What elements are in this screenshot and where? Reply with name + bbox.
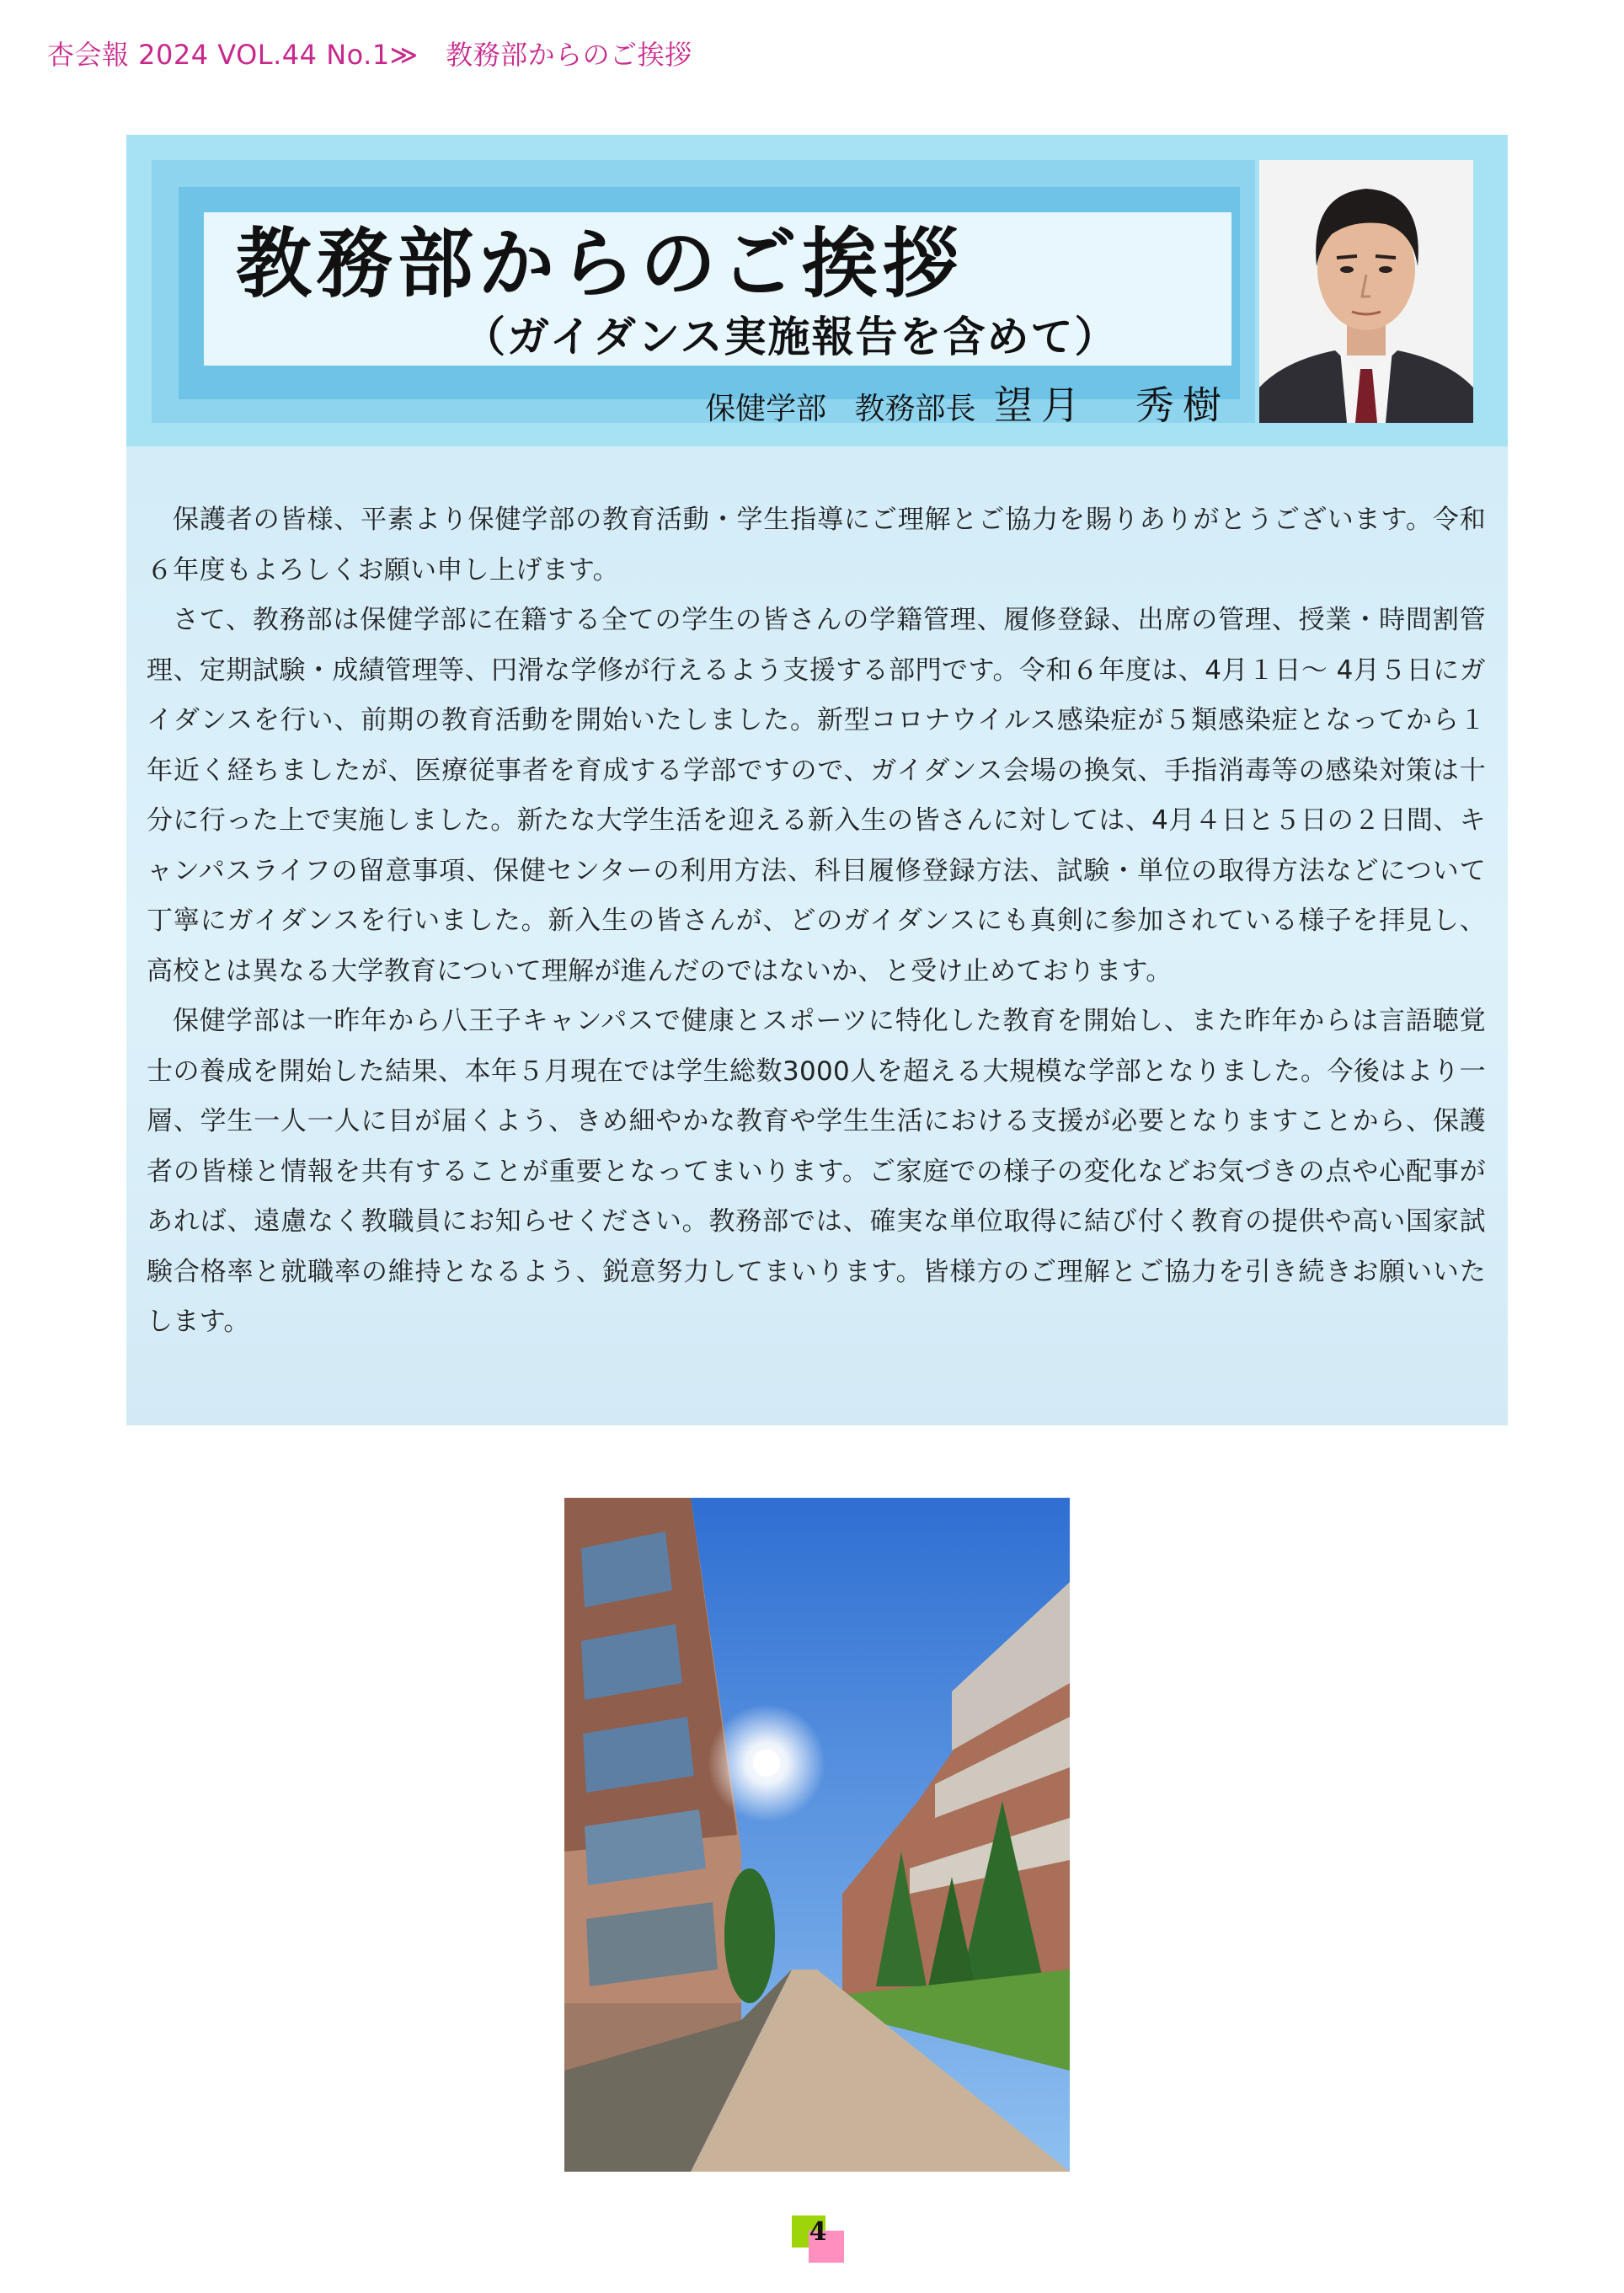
body-paragraph-2: さて、教務部は保健学部に在籍する全ての学生の皆さんの学籍管理、履修登録、出席の管理、授業・時間割管理、定期試験・成績管理等、円滑な学修が行えるよう支援する部門です。令和６年度は、4月１日〜 4月５日にガイダンスを行い、前期の教育活動を開始いたしました。新型コロナウイルス感染症が５類感染症となってから１年近く経ちましたが、医療従事者を育成する学部ですので、ガイダンス会場の換気、手指消毒等の感染対策は十分に行った上で実施しました。新たな大学生活を迎える新入生の皆さんに対しては、4月４日と５日の２日間、キャンパスライフの留意事項、保健センターの利用方法、科目履修登録方法、試験・単位の取得方法などについて丁寧にガイダンスを行いました。新入生の皆さんが、どのガイダンスにも真剣に参加されている様子を拝見し、高校とは異なる大学教育について理解が進んだのではないか、と受け止めております。 xyxy=(147,605,1486,986)
page-number: 4 xyxy=(809,2217,827,2247)
running-header: 杏会報 2024 VOL.44 No.1≫ 教務部からのご挨拶 xyxy=(47,39,692,71)
body-paragraph-3: 保健学部は一昨年から八王子キャンパスで健康とスポーツに特化した教育を開始し、また昨年からは言語聴覚士の養成を開始した結果、本年５月現在では学生総数3000人を超える大規模な学部となりました。今後はより一層、学生一人一人に目が届くよう、きめ細やかな教育や学生生活における支援が必要となりますことから、保護者の皆様と情報を共有することが重要となってまいります。ご家庭での様子の変化などお気づきの点や心配事があれば、遠慮なく教職員にお知らせください。教務部では、確実な単位取得に結び付く教育の提供や高い国家試験合格率と就職率の維持となるよう、鋭意努力してまいります。皆様方のご理解とご協力を引き続きお願いいたします。 xyxy=(147,1006,1486,1337)
body-text xyxy=(147,495,1486,1348)
body-paragraph-1: 保護者の皆様、平素より保健学部の教育活動・学生指導にご理解とご協力を賜りありがとうございます。令和６年度もよろしくお願い申し上げます。 xyxy=(147,505,1486,585)
campus-photo xyxy=(564,1498,1070,2172)
author-affiliation: 保健学部 xyxy=(705,392,827,426)
author-portrait xyxy=(1259,160,1473,423)
portrait-image xyxy=(1259,160,1473,423)
author-position: 教務部長 xyxy=(854,392,976,426)
page-title: 教務部からのご挨拶 xyxy=(236,219,964,308)
page-subtitle: （ガイダンス実施報告を含めて） xyxy=(463,312,1119,361)
author-name: 望月 秀樹 xyxy=(994,382,1230,428)
body-panel xyxy=(126,446,1508,1425)
author-byline xyxy=(705,375,1230,430)
header-banner xyxy=(126,135,1508,446)
campus-photo-image xyxy=(564,1498,1070,2172)
